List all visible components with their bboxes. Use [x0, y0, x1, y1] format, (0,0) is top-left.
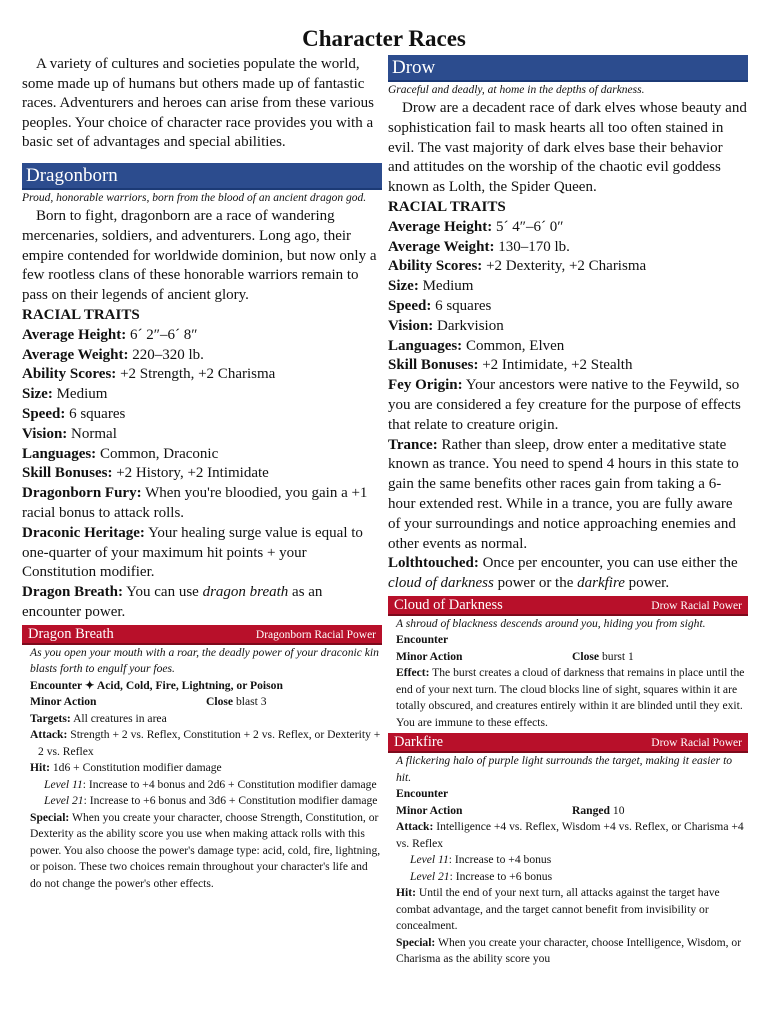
race-description-drow: Drow are a decadent race of dark elves whose beauty and sophistication fail to mask hearts all too often stained in evil. The vast majority of dark elves base their behavior and attitudes on the worship of the chaotic evil goddess known as Lolth, the Spider Queen. [388, 100, 747, 196]
race-header-dragonborn: Dragonborn [22, 163, 382, 190]
power-header-dragon-breath [22, 625, 382, 645]
power-flavor: A flickering halo of purple light surrounds the target, making it easier to hit. [396, 754, 733, 784]
trait-item: Average Height: 5´ 4″–6´ 0″ [388, 218, 564, 235]
power-targets: Targets: All creatures in area [30, 711, 167, 725]
power-flavor: A shroud of blackness descends around you, hiding you from sight. [396, 616, 706, 630]
trait-item: Draconic Heritage: Your healing surge value is equal to one-quarter of your maximum hit points + your Constitution modifier. [22, 524, 363, 581]
race-header-drow: Drow [388, 55, 748, 82]
power-type: Dragonborn Racial Power [255, 628, 376, 641]
power-special: Special: When you create your character, choose Strength, Constitution, or Dexterity as the ability score you use when making attack rolls with this power. You also choose the power's damage type: acid, cold, fire, lightning, or poison. These two choices remain throughout your character's life and do not change the power's other effects. [30, 810, 381, 890]
trait-item: Languages: Common, Elven [388, 337, 565, 354]
trait-item: Trance: Rather than sleep, drow enter a meditative state known as trance. You need to spend 4 hours in this state to gain the same benefits other races gain from taking a 6-hour extended rest. While in a trance, you are fully aware of your surroundings and notice approaching enemies and other events as normal. [388, 436, 739, 552]
power-special: Special: When you create your character, choose Intelligence, Wisdom, or Charisma as the ability score you [396, 935, 742, 966]
trait-item: Average Weight: 220–320 lb. [22, 346, 204, 363]
power-level-21: Level 21: Increase to +6 bonus and 3d6 + Constitution modifier damage [44, 794, 378, 808]
power-attack: Attack: Intelligence +4 vs. Reflex, Wisdom +4 vs. Reflex, or Charisma +4 vs. Reflex [396, 820, 744, 850]
power-name: Dragon Breath [28, 625, 114, 642]
trait-item-dragon-breath: Dragon Breath: You can use dragon breath as an encounter power. [22, 584, 323, 620]
power-type: Drow Racial Power [651, 737, 742, 750]
traits-heading-dragonborn: RACIAL TRAITS [22, 306, 140, 323]
right-column [388, 55, 748, 968]
traits-list-dragonborn [22, 326, 382, 623]
race-flavor-drow: Graceful and deadly, at home in the depths of darkness. [388, 84, 645, 96]
power-action-row: Minor Action Ranged 10 [396, 803, 625, 817]
trait-item: Average Weight: 130–170 lb. [388, 238, 570, 255]
power-name: Darkfire [394, 734, 444, 751]
trait-item: Ability Scores: +2 Strength, +2 Charisma [22, 366, 276, 383]
power-type: Drow Racial Power [651, 599, 742, 612]
trait-item: Skill Bonuses: +2 Intimidate, +2 Stealth [388, 357, 633, 374]
page-title: Character Races [302, 26, 466, 51]
trait-item: Languages: Common, Draconic [22, 445, 219, 462]
power-header-darkfire [388, 733, 748, 753]
trait-item: Average Height: 6´ 2″–6´ 8″ [22, 326, 198, 343]
power-flavor: As you open your mouth with a roar, the deadly power of your draconic kin blasts forth to engulf your foes. [30, 645, 379, 676]
power-body-cloud-of-darkness [388, 616, 748, 732]
power-usage: Encounter ✦ Acid, Cold, Fire, Lightning, or Poison [30, 678, 283, 692]
race-description-dragonborn: Born to fight, dragonborn are a race of wandering mercenaries, soldiers, and adventurers. Long ago, their empire contended for worldwide dominion, but now only a few rootless clans of these honorable warriors remain to pass on their legends of ancient glory. [22, 207, 377, 304]
traits-heading-drow: RACIAL TRAITS [388, 198, 506, 215]
trait-item: Speed: 6 squares [22, 405, 126, 422]
trait-item: Vision: Darkvision [388, 317, 504, 334]
power-hit: Hit: Until the end of your next turn, all attacks against the target have combat advantage, and the target cannot benefit from invisibility or concealment. [396, 886, 720, 933]
trait-item: Dragonborn Fury: When you're bloodied, you gain a +1 racial bonus to attack rolls. [22, 485, 368, 521]
trait-item-lolthtouched: Lolthtouched: Once per encounter, you can use either the cloud of darkness power or the darkfire power. [388, 555, 738, 592]
power-action-row: Minor Action Close blast 3 [30, 695, 267, 709]
power-action-row: Minor Action Close burst 1 [396, 649, 634, 663]
power-level-11: Level 11: Increase to +4 bonus and 2d6 + Constitution modifier damage [44, 777, 377, 791]
trait-item: Size: Medium [22, 386, 108, 403]
trait-item: Ability Scores: +2 Dexterity, +2 Charisma [388, 258, 647, 275]
power-body-darkfire [388, 753, 748, 968]
trait-item: Speed: 6 squares [388, 297, 492, 314]
trait-item: Vision: Normal [22, 425, 117, 442]
traits-list-drow [388, 218, 748, 594]
left-column [22, 55, 382, 892]
power-attack: Attack: Strength + 2 vs. Reflex, Constitution + 2 vs. Reflex, or Dexterity + 2 vs. Reflex [30, 728, 381, 758]
trait-item: Size: Medium [388, 278, 474, 295]
power-usage: Encounter [396, 787, 449, 801]
power-usage: Encounter [396, 633, 449, 647]
trait-item: Fey Origin: Your ancestors were native to the Feywild, so you are considered a fey creature for the purpose of effects that relate to creature origin. [388, 377, 741, 433]
power-level-11: Level 11: Increase to +4 bonus [410, 853, 552, 867]
race-flavor-dragonborn: Proud, honorable warriors, born from the blood of an ancient dragon god. [22, 191, 367, 204]
power-header-cloud-of-darkness [388, 596, 748, 616]
power-body-dragon-breath [22, 645, 382, 893]
power-hit: Hit: 1d6 + Constitution modifier damage [30, 761, 222, 775]
power-effect: Effect: The burst creates a cloud of darkness that remains in place until the end of your next turn. The cloud blocks line of sight, squares within it are totally obscured, and creatures entirely within it are blinded until they exit. You are immune to these effects. [396, 666, 745, 729]
trait-item: Skill Bonuses: +2 History, +2 Intimidate [22, 465, 269, 482]
power-level-21: Level 21: Increase to +6 bonus [410, 869, 553, 883]
intro-paragraph: A variety of cultures and societies populate the world, some made up of humans but others made up of fantastic races. Adventurers and heroes can arise from these various peoples. Your choice of character race provides you with a basic set of advantages and special abilities. [22, 56, 374, 151]
power-name: Cloud of Darkness [394, 596, 503, 613]
